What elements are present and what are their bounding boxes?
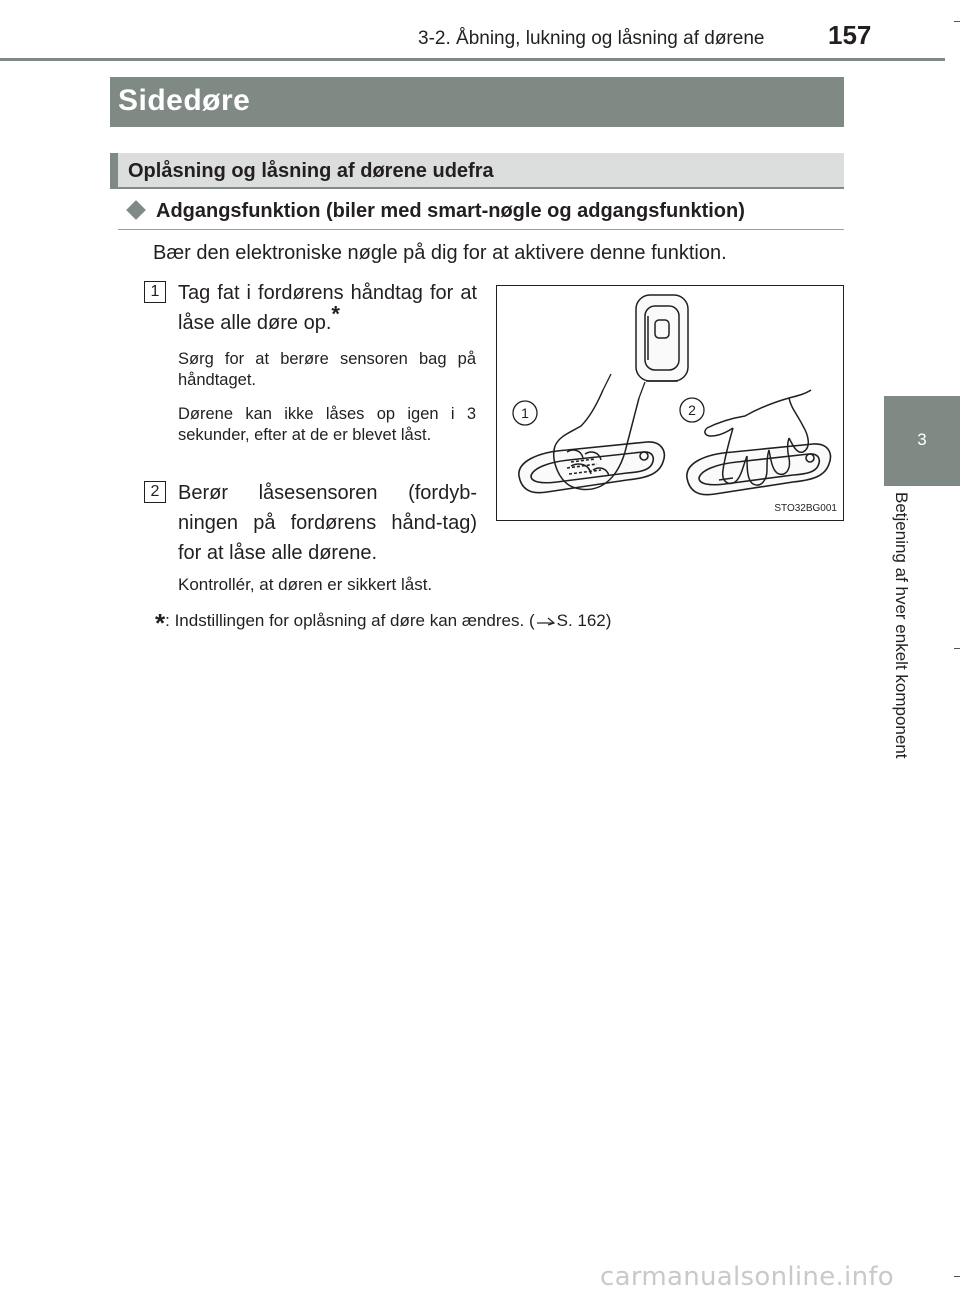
step-number-1: 1 (144, 281, 166, 303)
door-handle-illustration (496, 285, 844, 521)
step-1-note-2: Dørene kan ikke låses op igen i 3 sekunder, efter at de er blevet låst. (178, 405, 476, 444)
footnote-marker: * (331, 301, 340, 327)
subsection-accent-bar (110, 153, 118, 187)
illustration-drawing (497, 286, 843, 520)
step-1-note-1: Sørg for at berøre sensoren bag på håndtaget. (178, 350, 476, 389)
figure-code: STO32BG001 (774, 503, 837, 514)
header-rule (0, 58, 945, 61)
step-2-text: Berør låsesensoren (fordyb-ningen på fordørens hånd-tag) for at låse alle dørene. (178, 482, 477, 564)
chapter-title: Betjening af hver enkelt komponent (892, 492, 911, 759)
chapter-title-wrap (883, 492, 923, 812)
subsection-title: Oplåsning og låsning af dørene udefra (128, 160, 494, 182)
crop-mark (954, 21, 960, 22)
smart-key-icon (636, 295, 688, 381)
arm-lines (603, 374, 645, 398)
step-1-label: Tag fat i fordørens håndtag for at låse alle døre op. (178, 282, 477, 334)
section-title: Sidedøre (118, 84, 251, 117)
running-header: 3-2. Åbning, lukning og låsning af dørene (418, 28, 765, 49)
footnote-star: * (155, 608, 166, 638)
subsection-underline (110, 187, 844, 189)
crop-mark (954, 648, 960, 649)
diamond-bullet-icon (126, 200, 146, 220)
crop-mark (954, 1276, 960, 1277)
door-handle-right (687, 444, 831, 495)
step-number-2: 2 (144, 481, 166, 503)
callout-1-label: 1 (521, 405, 529, 421)
footnote (155, 608, 611, 639)
check-note: Kontrollér, at døren er sikkert låst. (178, 575, 433, 594)
footnote-text: : Indstillingen for oplåsning af døre kan ændres. ( (165, 611, 535, 630)
page-reference: S. 162) (556, 611, 612, 630)
chapter-number: 3 (917, 430, 927, 449)
callout-2-label: 2 (688, 402, 696, 418)
watermark: carmanualsonline.info (600, 1262, 895, 1292)
function-heading: Adgangsfunktion (biler med smart-nøgle og adgangsfunktion) (156, 200, 745, 222)
intro-text: Bær den elektroniske nøgle på dig for at aktivere denne funktion. (153, 242, 727, 264)
heading-rule (118, 229, 844, 230)
step-1-text (178, 278, 477, 338)
door-handle-left (519, 442, 664, 493)
arrow-right-icon (535, 611, 557, 631)
page-number: 157 (828, 20, 872, 50)
